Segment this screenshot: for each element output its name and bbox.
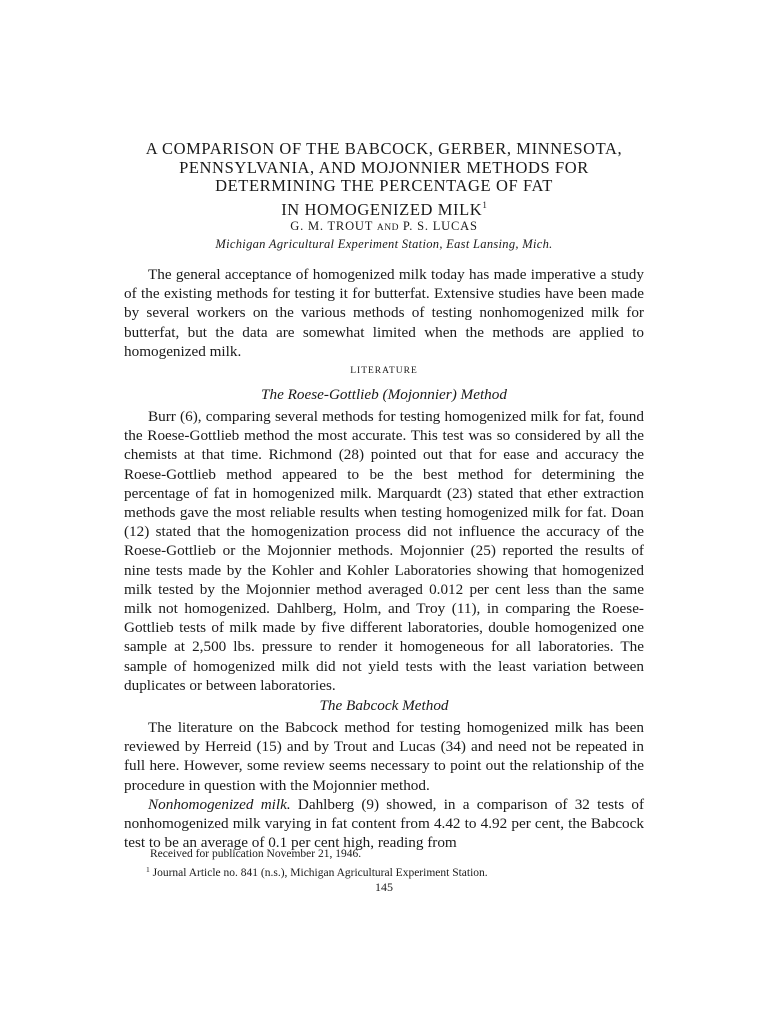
footnote-journal-text: Journal Article no. 841 (n.s.), Michigan Agricultural Experiment Station. [152,867,488,879]
author-2: P. S. LUCAS [402,219,478,233]
roese-gottlieb-section [124,407,644,695]
title-footnote-mark: 1 [482,199,487,210]
author-conjunction: AND [376,223,399,233]
intro-section [124,265,644,361]
section-heading-literature: LITERATURE [350,366,418,376]
intro-paragraph: The general acceptance of homogenized milk today has made imperative a study of the existing methods for testing it for butterfat. Extensive studies have been made by several workers on the various methods of testing nonhomogenized milk for butterfat, but the data are somewhat limited when the methods are applied to homogenized milk. [124,266,644,360]
title-line-3: DETERMINING THE PERCENTAGE OF FAT [215,176,553,195]
author-1: G. M. TROUT [290,219,373,233]
babcock-paragraph-2 [124,795,644,853]
author-line [120,219,648,234]
nonhomogenized-lead: Nonhomogenized milk. [148,795,291,813]
footnote-journal [146,863,646,880]
roese-gottlieb-paragraph: Burr (6), comparing several methods for testing homogenized milk for fat, found the Roese-Gottlieb method the most accurate. This test was so considered by all the chemists at that time. Richmond (28) pointed out that for ease and accuracy the Roese-Gottlieb method appeared to be the best method for determining the percentage of fat in homogenized milk. Marquardt (23) stated that ether extraction methods gave the most reliable results when testing homogenized milk for fat. Doan (12) stated that the homogenization process did not influence the accuracy of the Roese-Gottlieb or the Mojonnier methods. Mojonnier (25) reported the results of nine tests made by the Kohler and Kohler Laboratories showing that homogenized milk tested by the Mojonnier method averaged 0.012 per cent less than the same milk not homogenized. Dahlberg, Holm, and Troy (11), in comparing the Roese-Gottlieb tests of milk made by five different laboratories, double homogenized one sample at 2,500 lbs. pressure to render it homogeneous for all laboratories. The sample of homogenized milk did not yield tests with the least variation between duplicates or between laboratories. [124,408,644,694]
subsection-heading-roese-gottlieb: The Roese-Gottlieb (Mojonnier) Method [261,386,507,403]
babcock-section [124,718,644,852]
article-title [120,140,648,219]
footnote-mark: 1 [146,865,150,874]
title-line-4 [120,196,648,220]
footnote-received: Received for publication November 21, 1946. [150,848,362,860]
subsection-heading-babcock: The Babcock Method [319,697,449,714]
title-line-2: PENNSYLVANIA, AND MOJONNIER METHODS FOR [179,157,589,177]
title-line-1: A COMPARISON OF THE BABCOCK, GERBER, MINNESOTA, [145,139,623,158]
title-line-4-text: IN HOMOGENIZED MILK [281,199,483,219]
babcock-paragraph-1: The literature on the Babcock method for testing homogenized milk has been reviewed by Herreid (15) and by Trout and Lucas (34) and need not be repeated in full here. However, some review seems necessary to point out the relationship of the procedure in question with the Mojonnier method. [124,719,644,794]
page-number: 145 [375,880,393,894]
nonhomogenized-text: Dahlberg (9) showed, in a comparison of 32 tests of nonhomogenized milk varying in fat content from 4.42 to 4.92 per cent, the Babcock test to be an average of 0.1 per cent high, reading from [124,795,644,852]
affiliation: Michigan Agricultural Experiment Station, East Lansing, Mich. [215,237,553,251]
